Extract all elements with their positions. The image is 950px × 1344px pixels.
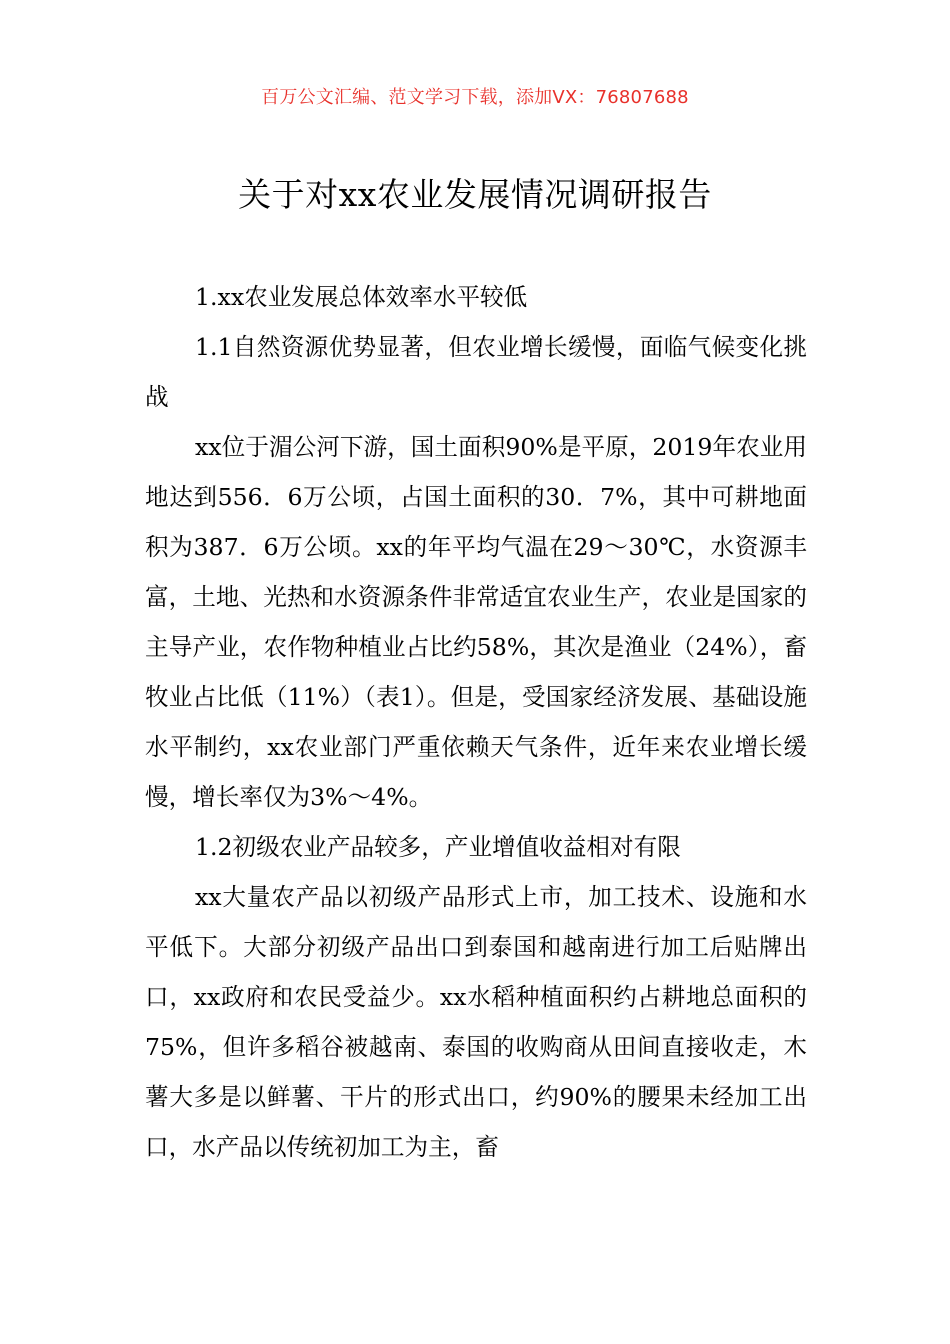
promo-banner: 百万公文汇编、范文学习下载，添加VX：76807688 <box>261 87 689 108</box>
body-paragraph: xx位于湄公河下游，国土面积90%是平原，2019年农业用地达到556．6万公顷，占国土面积的30．7%，其中可耕地面积为387．6万公顷。xx的年平均气温在29～30℃，水资源丰富，土地、光热和水资源条件非常适宜农业生产，农业是国家的主导产业，农作物种植业占比约58%，其次是渔业（24%），畜牧业占比低（11%）（表1）。但是，受国家经济发展、基础设施水平制约，xx农业部门严重依赖天气条件，近年来农业增长缓慢，增长率仅为3%～4%。 <box>145 433 807 811</box>
body-paragraph: xx大量农产品以初级产品形式上市，加工技术、设施和水平低下。大部分初级产品出口到泰国和越南进行加工后贴牌出口，xx政府和农民受益少。xx水稻种植面积约占耕地总面积的75%，但许多稻谷被越南、泰国的收购商从田间直接收走，木薯大多是以鲜薯、干片的形式出口，约90%的腰果未经加工出口，水产品以传统初加工为主，畜 <box>145 883 807 1161</box>
document-body <box>145 272 807 1172</box>
section-heading-1: 1.xx农业发展总体效率水平较低 <box>195 283 528 311</box>
document-title: 关于对xx农业发展情况调研报告 <box>238 175 712 214</box>
subsection-heading-1-2: 1.2初级农业产品较多，产业增值收益相对有限 <box>195 833 681 861</box>
subsection-heading-1-1: 1.1自然资源优势显著，但农业增长缓慢，面临气候变化挑战 <box>145 333 807 411</box>
